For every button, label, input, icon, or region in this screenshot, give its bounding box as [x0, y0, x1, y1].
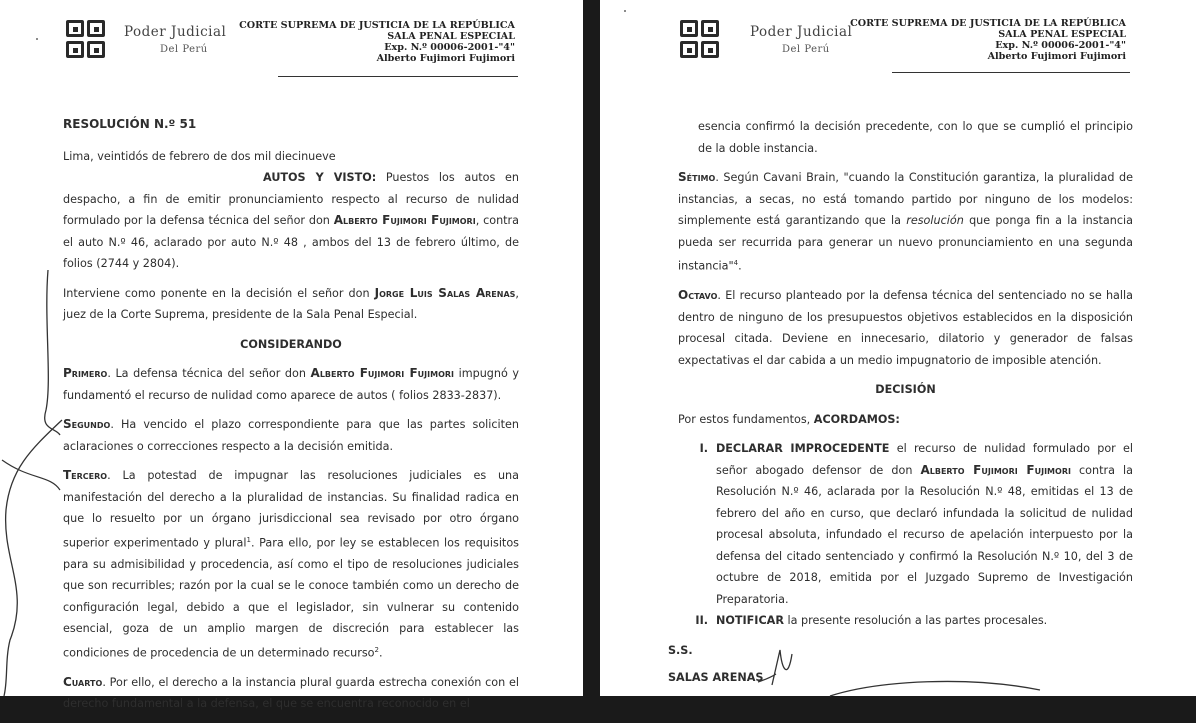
poder-judicial-logo — [680, 20, 722, 60]
por-estos-line: Por estos fundamentos, ACORDAMOS: — [678, 412, 900, 426]
poder-judicial-logo — [66, 20, 108, 60]
date-line: Lima, veintidós de febrero de dos mil diecinueve — [63, 149, 336, 163]
footnote-4: 4 — [733, 259, 739, 267]
del-peru-subtitle: Del Perú — [782, 44, 830, 55]
handwritten-margin-mark — [0, 260, 70, 696]
footnote-2: 2 — [374, 645, 379, 654]
continuation-paragraph: esencia confirmó la decisión precedente, con lo que se cumplió el principio de la doble instancia. — [698, 120, 1133, 155]
resolution-number: RESOLUCIÓN N.º 51 — [63, 117, 197, 131]
header-divider — [892, 72, 1130, 73]
header-divider — [278, 76, 518, 77]
footnote-1: 1 — [246, 535, 251, 544]
ss-label: S.S. — [668, 643, 693, 657]
court-name: CORTE SUPREMA DE JUSTICIA DE LA REPÚBLICA — [850, 18, 1126, 29]
left-body — [63, 114, 519, 723]
court-header — [850, 18, 1126, 62]
chamber-name: SALA PENAL ESPECIAL — [998, 29, 1126, 40]
right-body — [668, 116, 1134, 689]
case-number: Exp. N.º 00006-2001-"4" — [995, 40, 1126, 51]
judge-signature-name: SALAS ARENAS — [668, 671, 764, 685]
defendant-ref: Alberto Fujimori Fujimori — [333, 213, 476, 227]
chamber-name: SALA PENAL ESPECIAL — [387, 31, 515, 42]
poder-judicial-title: Poder Judicial — [124, 24, 227, 40]
autos-label: AUTOS Y VISTO: — [263, 171, 377, 184]
tercero-paragraph: Tercero. La potestad de impugnar las resoluciones judiciales es una manifestación del derecho a la pluralidad de instancias. Su finalidad radica en que lo resuelto por un órgano jurisdiccional sea revisado por otro órgano superior experimentado y plural$^1$. Para ello, por ley se establecen los requisitos para su admisibilidad y procedencia, así como el tipo de resoluciones judiciales que son recurribles; razón por la cual se le conoce también como un derecho de configuración legal, debido a que el legislador, sin vulnerar su contenido esencial, goza de un amplio margen de discreción para establecer las condiciones de procedencia de un determinado recurso$^2$. — [63, 468, 519, 660]
decision-item-1: I. DECLARAR IMPROCEDENTE el recurso de nulidad formulado por el señor abogado defensor de don Alberto Fujimori Fujimori contra la Resolución N.º 46, aclarada por la Resolución N.º 48, emitidas el 13 de febrero del año en curso, que declaró infundada la solicitud de nulidad procesal absoluta, infundado el recurso de apelación interpuesto por la defensa del citado sentenciado y confirmó la Resolución N.º 10, del 3 de octubre de 2018, emitida por el Juzgado Supremo de Investigación Preparatoria. — [699, 442, 1134, 606]
considerando-heading: CONSIDERANDO — [240, 337, 342, 351]
decision-item-2: II. NOTIFICAR la presente resolución a las partes procesales. — [695, 614, 1048, 628]
segundo-paragraph: Segundo. Ha vencido el plazo correspondiente para que las partes soliciten aclaraciones o correcciones respecto a la decisión emitida. — [63, 417, 519, 453]
document-page-left — [0, 0, 583, 711]
document-page-right — [600, 0, 1196, 696]
case-number: Exp. N.º 00006-2001-"4" — [384, 42, 515, 53]
court-header — [239, 20, 515, 64]
court-name: CORTE SUPREMA DE JUSTICIA DE LA REPÚBLICA — [239, 20, 515, 31]
decision-heading: DECISIÓN — [875, 383, 936, 397]
septimo-paragraph: Sétimo. Según Cavani Brain, "cuando la Constitución garantiza, la pluralidad de instancias, a secas, no está tomando partido por ninguno de los modelos: simplemente está garantizando que la resolución que ponga fin a la instancia pueda ser recurrida para generar un nuevo pronunciamiento en una segunda instancia"$^4$. — [678, 170, 1133, 273]
cuarto-paragraph: Cuarto. Por ello, el derecho a la instancia plural guarda estrecha conexión con el derecho fundamental a la defensa, el que se encuentra reconocido en el — [63, 674, 519, 711]
autos-paragraph: AUTOS Y VISTO: Puestos los autos en despacho, a fin de emitir pronunciamiento respecto al recurso de nulidad formulado por la defensa técnica del señor don Alberto Fujimori Fujimori, contra el auto N.º 46, aclarado por auto N.º 48 , ambos del 13 de febrero último, de folios (2744 y 2804). — [63, 171, 520, 270]
poder-judicial-title: Poder Judicial — [750, 24, 853, 40]
scan-speck — [36, 38, 38, 40]
ponente-name: Jorge Luis Salas Arenas — [374, 285, 516, 300]
defendant-name: Alberto Fujimori Fujimori — [987, 51, 1126, 62]
defendant-name: Alberto Fujimori Fujimori — [376, 53, 515, 64]
interviene-paragraph: Interviene como ponente en la decisión el señor don Jorge Luis Salas Arenas, juez de la Corte Suprema, presidente de la Sala Penal Especial. — [63, 285, 519, 321]
del-peru-subtitle: Del Perú — [160, 44, 208, 55]
scan-speck — [624, 10, 626, 12]
octavo-paragraph: Octavo. El recurso planteado por la defensa técnica del sentenciado no se halla dentro de ninguno de los presupuestos objetivos establecidos en la disposición procesal citada. Deviene en innecesario, dilatorio y generador de falsas expectativas el dar cabida a un medio impugnatorio de imposible atención. — [678, 288, 1133, 367]
primero-paragraph: Primero. La defensa técnica del señor don Alberto Fujimori Fujimori impugnó y fundamentó el recurso de nulidad como aparece de autos ( folios 2833-2837). — [63, 366, 520, 402]
